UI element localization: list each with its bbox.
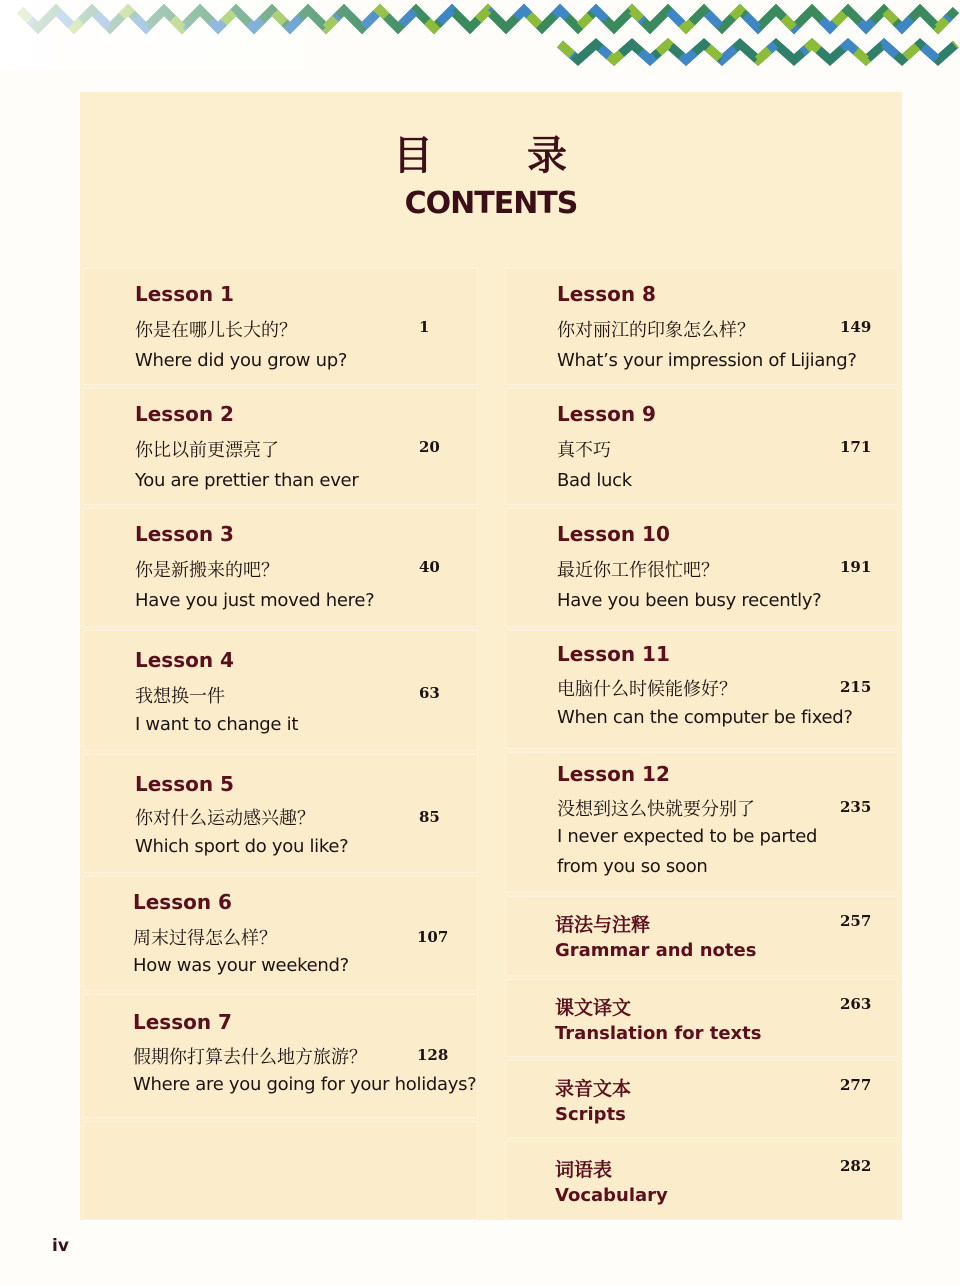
- toc-entry-lesson-9[interactable]: [505, 388, 898, 505]
- lesson-label: Lesson 3: [135, 522, 234, 546]
- lesson-title-chinese: 你对什么运动感兴趣？: [135, 808, 315, 829]
- page-number: 282: [840, 1157, 872, 1175]
- page-number: 277: [840, 1076, 872, 1094]
- empty-cell: [83, 1121, 478, 1220]
- lesson-label: Lesson 7: [133, 1010, 232, 1034]
- lesson-title-english: Where did you grow up?: [135, 350, 348, 371]
- lesson-title-english: What’s your impression of Lijiang?: [557, 350, 857, 371]
- toc-entry-lesson-8[interactable]: [505, 268, 898, 385]
- lesson-title-english: Have you been busy recently?: [557, 590, 822, 611]
- lesson-title-chinese: 你对丽江的印象怎么样？: [557, 320, 755, 341]
- toc-entry-lesson-5[interactable]: [83, 754, 478, 873]
- lesson-label: Lesson 2: [135, 402, 234, 426]
- appendix-title-chinese: 词语表: [555, 1159, 613, 1181]
- lesson-title-english: How was your weekend?: [133, 955, 349, 976]
- toc-entry-lesson-6[interactable]: [83, 876, 478, 991]
- lesson-title-english: You are prettier than ever: [135, 470, 359, 491]
- page-number: 20: [419, 438, 440, 456]
- toc-entry-lesson-7[interactable]: [83, 994, 478, 1118]
- lesson-title-english: Have you just moved here?: [135, 590, 375, 611]
- lesson-title-chinese: 真不巧: [557, 440, 611, 461]
- toc-entry-lesson-4[interactable]: [83, 630, 478, 751]
- page-number: 191: [840, 558, 872, 576]
- lesson-label: Lesson 12: [557, 762, 670, 786]
- lesson-title-chinese: 没想到这么快就要分别了: [557, 799, 755, 820]
- lesson-title-english: Bad luck: [557, 470, 632, 491]
- page-number: 171: [840, 438, 872, 456]
- lesson-title-chinese: 你比以前更漂亮了: [135, 440, 279, 461]
- appendix-title-english: Translation for texts: [555, 1023, 762, 1044]
- page-number: 85: [419, 808, 440, 826]
- lesson-label: Lesson 10: [557, 522, 670, 546]
- lesson-title-chinese: 最近你工作很忙吧？: [557, 560, 719, 581]
- toc-entry-grammar-notes[interactable]: [505, 896, 898, 976]
- page-number: 263: [840, 995, 872, 1013]
- page-number: 1: [419, 318, 430, 336]
- appendix-title-english: Scripts: [555, 1104, 626, 1125]
- lesson-title-chinese: 我想换一件: [135, 686, 225, 707]
- page-number: 63: [419, 684, 440, 702]
- toc-entry-lesson-3[interactable]: [83, 508, 478, 627]
- appendix-title-chinese: 录音文本: [555, 1078, 632, 1100]
- page-number: 235: [840, 798, 872, 816]
- toc-entry-lesson-12[interactable]: [505, 752, 898, 892]
- lesson-title-english: Where are you going for your holidays?: [133, 1074, 477, 1095]
- toc-entry-vocabulary[interactable]: [505, 1141, 898, 1220]
- lesson-label: Lesson 6: [133, 890, 232, 914]
- page-number: 149: [840, 318, 872, 336]
- zigzag-border-decoration: [0, 0, 960, 70]
- lesson-label: Lesson 8: [557, 282, 656, 306]
- page-title-chinese: 目 录: [393, 132, 607, 179]
- page-folio: iv: [52, 1236, 69, 1256]
- toc-entry-lesson-1[interactable]: [83, 268, 478, 385]
- toc-entry-lesson-2[interactable]: [83, 388, 478, 505]
- page-number: 257: [840, 912, 872, 930]
- lesson-title-chinese: 周末过得怎么样？: [133, 928, 277, 949]
- lesson-title-english: I never expected to be parted from you so soon: [557, 826, 818, 877]
- appendix-title-english: Vocabulary: [555, 1185, 668, 1206]
- lesson-label: Lesson 9: [557, 402, 656, 426]
- page-number: 215: [840, 678, 872, 696]
- toc-entry-lesson-10[interactable]: [505, 508, 898, 627]
- lesson-title-chinese: 电脑什么时候能修好？: [557, 679, 737, 700]
- lesson-label: Lesson 11: [557, 642, 670, 666]
- page-title-english: CONTENTS: [404, 186, 578, 221]
- lesson-label: Lesson 5: [135, 772, 234, 796]
- lesson-title-english: When can the computer be fixed?: [557, 707, 853, 728]
- appendix-title-chinese: 课文译文: [555, 997, 632, 1019]
- lesson-title-chinese: 你是新搬来的吧？: [135, 560, 279, 581]
- appendix-title-chinese: 语法与注释: [555, 914, 651, 936]
- lesson-label: Lesson 1: [135, 282, 234, 306]
- toc-entry-translation[interactable]: [505, 979, 898, 1057]
- page-number: 128: [417, 1046, 449, 1064]
- page-number: 40: [419, 558, 440, 576]
- appendix-title-english: Grammar and notes: [555, 940, 757, 961]
- lesson-title-chinese: 假期你打算去什么地方旅游？: [133, 1047, 367, 1068]
- lesson-title-english: Which sport do you like?: [135, 836, 349, 857]
- lesson-title-english: I want to change it: [135, 714, 299, 735]
- lesson-label: Lesson 4: [135, 648, 234, 672]
- page-number: 107: [417, 928, 449, 946]
- toc-entry-scripts[interactable]: [505, 1060, 898, 1138]
- lesson-title-chinese: 你是在哪儿长大的？: [135, 320, 297, 341]
- toc-entry-lesson-11[interactable]: [505, 630, 898, 749]
